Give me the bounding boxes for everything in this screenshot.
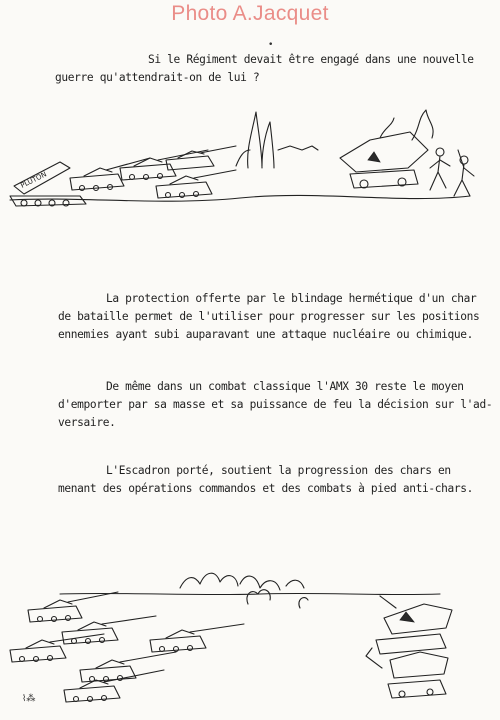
burning-vehicle-icon [340, 110, 433, 188]
wrecked-tank-icon [376, 596, 452, 654]
paragraph-1-line-1: La protection offerte par le blindage hermétique d'un char [106, 292, 477, 305]
paragraph-1-line-2: de bataille permet de l'utiliser pour progresser sur les positions [58, 310, 480, 323]
tank-icon [10, 634, 104, 662]
tank-icon [156, 170, 236, 198]
paragraph-3-line-1: L'Escadron porté, soutient la progression des chars en [106, 464, 451, 477]
question-line-2: guerre qu'attendrait-on de lui ? [55, 71, 260, 84]
paragraph-2-line-3: versaire. [58, 416, 116, 429]
tank-icon [64, 670, 164, 702]
top-battle-illustration [0, 0, 500, 220]
paragraph-2-line-2: d'emporter par sa masse et sa puissance de feu la décision sur l'ad- [58, 398, 493, 411]
tank-icon [62, 616, 156, 644]
tank-icon [120, 150, 208, 180]
bottom-battle-illustration [0, 548, 500, 718]
soldier-icon [430, 148, 450, 190]
tank-icon [28, 592, 118, 622]
wrecked-tank-icon [366, 648, 448, 698]
tank-icon [70, 158, 150, 191]
tank-icon [150, 624, 244, 652]
photo-watermark: Photo A.Jacquet [171, 2, 329, 25]
soldier-icon [454, 150, 474, 196]
paragraph-3-line-2: menant des opérations commandos et des combats à pied anti-chars. [58, 482, 474, 495]
tank-icon [166, 146, 236, 170]
paragraph-1-line-3: ennemies ayant subi auparavant une attaque nucléaire ou chimique. [58, 328, 474, 341]
artist-signature-icon: ⌇⁂ [22, 694, 36, 704]
pluton-label: PLUTON [19, 170, 48, 190]
question-line-1: Si le Régiment devait être engagé dans une nouvelle [148, 53, 474, 66]
paragraph-2-line-1: De même dans un combat classique l'AMX 30 reste le moyen [106, 380, 464, 393]
page-mark: • [268, 40, 274, 50]
